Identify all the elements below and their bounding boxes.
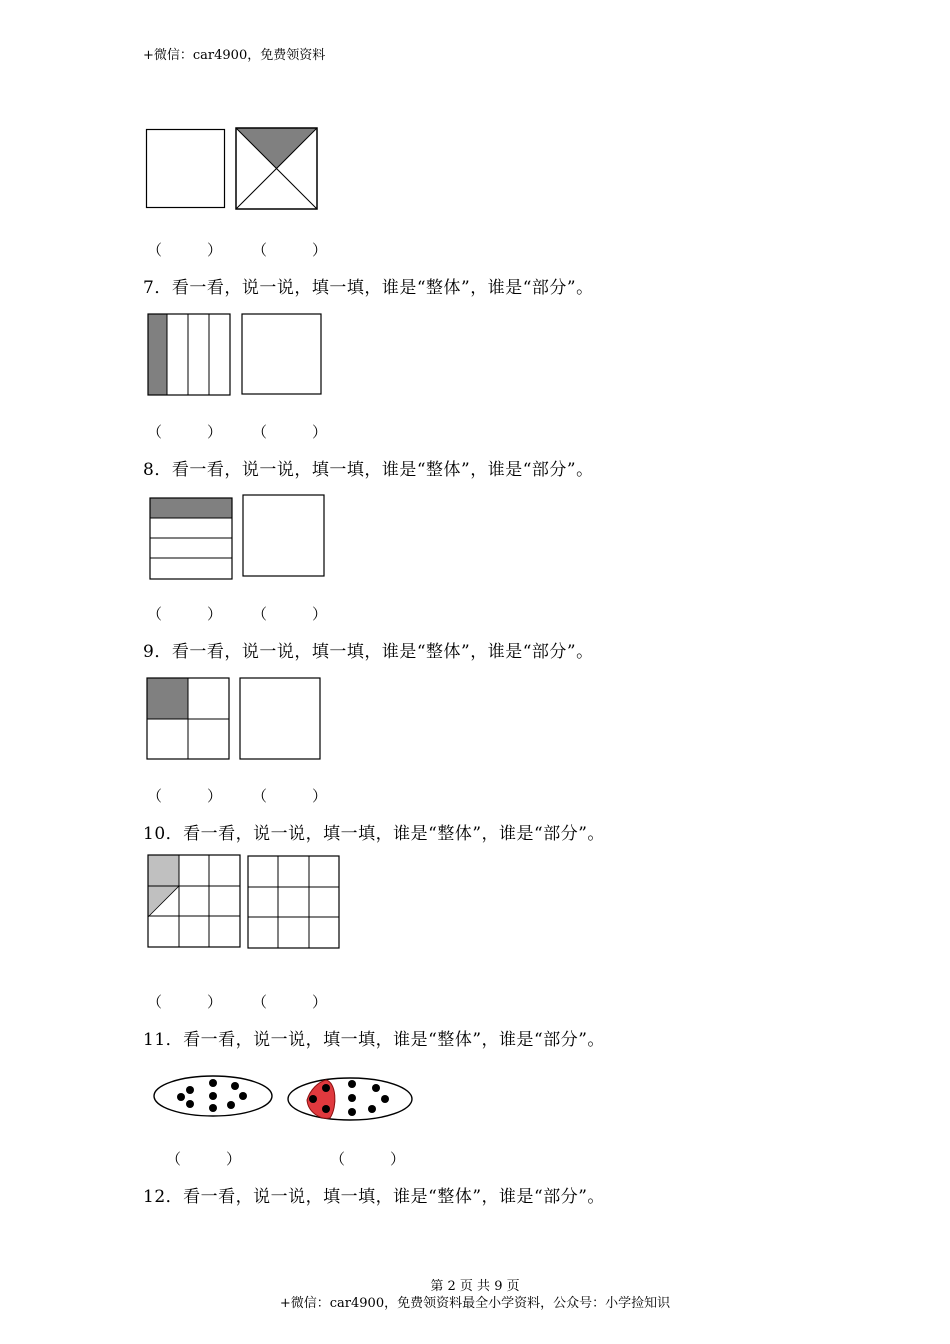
question-11: 11．看一看，说一说，填一填，谁是“整体”，谁是“部分”。 — [143, 1030, 605, 1050]
answer-blank[interactable]: （ ） — [147, 241, 223, 259]
answer-blank[interactable]: （ ） — [166, 1150, 242, 1168]
question-9: 9．看一看，说一说，填一填，谁是“整体”，谁是“部分”。 — [143, 642, 594, 662]
q8-figure-rows — [149, 497, 234, 581]
q9-figure-quarters — [146, 677, 231, 761]
answer-blank[interactable]: （ ） — [252, 605, 328, 623]
q11-figure-dots — [152, 1074, 274, 1120]
answer-blank[interactable]: （ ） — [147, 993, 223, 1011]
q9-figure-square — [239, 677, 322, 761]
answer-blank[interactable]: （ ） — [147, 787, 223, 805]
answer-blank[interactable]: （ ） — [147, 605, 223, 623]
page-number: 第 2 页 共 9 页 — [430, 1279, 520, 1294]
q10-figure-grid-shaded — [147, 854, 242, 949]
question-12: 12．看一看，说一说，填一填，谁是“整体”，谁是“部分”。 — [143, 1187, 605, 1207]
header-note: +微信：car4900，免费领资料 — [143, 48, 326, 63]
answer-blank[interactable]: （ ） — [252, 993, 328, 1011]
answer-blank[interactable]: （ ） — [147, 423, 223, 441]
q6-figure-whole — [146, 129, 226, 209]
q7-figure-square — [241, 313, 323, 397]
q8-figure-square — [242, 494, 326, 578]
question-8: 8．看一看，说一说，填一填，谁是“整体”，谁是“部分”。 — [143, 460, 594, 480]
q10-figure-grid — [247, 855, 341, 950]
q11-figure-dots-highlight — [286, 1076, 416, 1124]
answer-blank[interactable]: （ ） — [252, 423, 328, 441]
q7-figure-strips — [147, 313, 233, 397]
question-7: 7．看一看，说一说，填一填，谁是“整体”，谁是“部分”。 — [143, 278, 594, 298]
answer-blank[interactable]: （ ） — [252, 241, 328, 259]
answer-blank[interactable]: （ ） — [252, 787, 328, 805]
question-10: 10．看一看，说一说，填一填，谁是“整体”，谁是“部分”。 — [143, 824, 605, 844]
answer-blank[interactable]: （ ） — [330, 1150, 406, 1168]
q6-figure-part — [235, 127, 319, 211]
footer-note: +微信：car4900，免费领资料最全小学资料，公众号：小学捡知识 — [279, 1296, 671, 1311]
